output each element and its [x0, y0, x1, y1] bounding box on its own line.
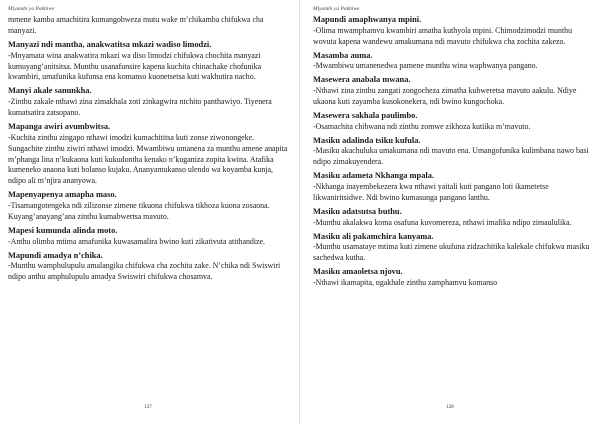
proverb-entry — [8, 39, 289, 84]
proverb-entry — [313, 266, 590, 289]
proverb-explanation: -Anthu olimba mtima amafunika kuwasamalira bwino kuti zikativuta atithandize. — [8, 236, 266, 246]
proverb-entry — [313, 170, 590, 204]
page-number: 127 — [144, 405, 152, 410]
proverb-explanation: -Masiku akachuluka umakumana ndi mavuto ena. Umangofunika kulimbana nawo basi ndipo zimakuyendera. — [313, 146, 589, 167]
proverb-explanation: -Munthu akalakwa koma osafuna kuvomereza, nthawi imafika ndipo zimaululika. — [313, 217, 572, 227]
proverb-title: Masiku adameta Nkhanga mpala. — [313, 171, 434, 181]
continuation-text: mmene kamba amachitira kumangobweza mutu wake m’chikamba chifukwa cha manyazi. — [8, 15, 264, 35]
proverb-explanation: -Kuchita zinthu zingapo nthawi imodzi kumachititsa kuti zonse ziwonongeke. Sungachite zinthu ziwiri nthawi imodzi. Mwambiwu umanena za munthu amene anapita m’phanga lina n’kukaona kuti kukudontha kenako n’kuganiza zopita kwina. Atafika kumeneko anaona kuti bolanso kujaku. Ananyamukanso ulendo wa koyamba kunja, ndipo ali m’njira ananyowa. — [8, 132, 288, 186]
proverb-entry — [8, 189, 289, 223]
proverb-explanation: -Nkhanga inayembekezera kwa nthawi yaitali kuti pangano loti ikametetse likwaniritsidwe. Ndi bwino kumasunga pangano lanthu. — [313, 182, 549, 202]
proverb-title: Masiku adatsutsa buthu. — [313, 206, 402, 216]
proverb-explanation: -Munthu wamphulupulu amalangika chifukwa cha zochita zake. N’chika ndi Swiswiri ndipo anthu amphulupulu amadya Swiswiri chifukwa chosamva. — [8, 261, 281, 282]
proverb-explanation: -Nthawi ikamapita, ngakhale zinthu zamphamvu komanso — [313, 277, 498, 287]
proverb-title: Manyazi ndi mantha, anakwatitsa mkazi wadiso limodzi. — [8, 39, 212, 49]
proverb-title: Masewera anabala mwana. — [313, 75, 411, 85]
proverb-title: Mapundi amaphwanya mpini. — [313, 15, 422, 24]
proverb-title: Mapesi kumunda alinda moto. — [8, 225, 118, 235]
proverb-entry — [8, 85, 289, 119]
proverb-title: Masiku amaoletsa njovu. — [313, 267, 403, 277]
running-header: Miyambi ya Pakhiwe — [8, 6, 55, 12]
proverb-title: Masamba auma. — [313, 50, 373, 60]
page-number: 128 — [446, 405, 454, 410]
proverb-explanation: -Zinthu zakale nthawi zina zimakhala zoti zinkagwira ntchito panthawiyo. Tiyenera kumatsatira zatsopano. — [8, 97, 272, 118]
proverb-entry — [313, 110, 590, 133]
proverb-explanation: -Munthu usamataye mtima kuti zimene ukufuna zidzachitika kalekale chifukwa masiku sachedwa kutha. — [313, 242, 590, 263]
proverb-explanation: -Nthawi zina zinthu zangati zongocheza zimatha kubweretsa mavuto aakulu. Ndiye ukaona kuti zayamba kusokonekera, ndi bwino kungochoka. — [313, 86, 577, 107]
proverb-entry — [8, 121, 289, 187]
proverb-explanation: -Mwambiwu umanenedwa pamene munthu wina waphwanya pangano. — [313, 61, 538, 71]
proverb-title: Masiku adalinda tsiku kufula. — [313, 135, 421, 145]
proverb-title: Mapenyapenya amapha maso. — [8, 190, 117, 200]
proverb-explanation: -Tisamangotengeka ndi zilizonse zimene tikuona chifukwa tikhoza kuona zosaona. Kuyang’anayang’ana zinthu kumabwertsa mavuto. — [8, 201, 270, 221]
proverb-entry — [313, 14, 590, 48]
proverb-explanation: -Mnyamata wina anakwatira mkazi wa diso limodzi chifukwa chochita manyazi kumuyang’anitsitsa. Munthu usanafunsire kapena kuchita chinachake chofunika kwambiri, umafunika kufunsa ena komanso kuonetsetsa kuti wakhutira nacho. — [8, 50, 262, 82]
proverb-entry — [313, 135, 590, 169]
proverb-entry — [8, 250, 289, 284]
proverb-title: Mapanga awiri avumbwitsa. — [8, 121, 111, 131]
proverb-title: Manyi akale sanunkha. — [8, 86, 92, 96]
proverb-title: Mapundi amadya n’chika. — [8, 250, 103, 260]
running-header: Miyambi ya Pakhiwe — [313, 6, 360, 12]
proverb-entry — [313, 74, 590, 108]
proverb-title: Masiku ali pakamchira kanyama. — [313, 231, 434, 241]
proverb-title: Masewera sakhala paulimbo. — [313, 110, 418, 120]
left-page — [0, 0, 299, 424]
proverb-entry — [8, 225, 289, 248]
proverb-entry — [313, 231, 590, 265]
proverb-explanation: -Osamachita chibwana ndi zinthu zomwe zikhoza kutiika m’mavuto. — [313, 121, 531, 131]
right-page — [300, 0, 600, 424]
proverb-entry — [313, 206, 590, 229]
proverb-entry — [313, 50, 590, 73]
proverb-explanation: -Olima mwamphamvu kwambiri amatha kuthyola mpini. Chimodzimodzi munthu wovuta kapena wandewu amakumana ndi mavuto chifukwa cha zochita zakezo. — [313, 25, 573, 46]
